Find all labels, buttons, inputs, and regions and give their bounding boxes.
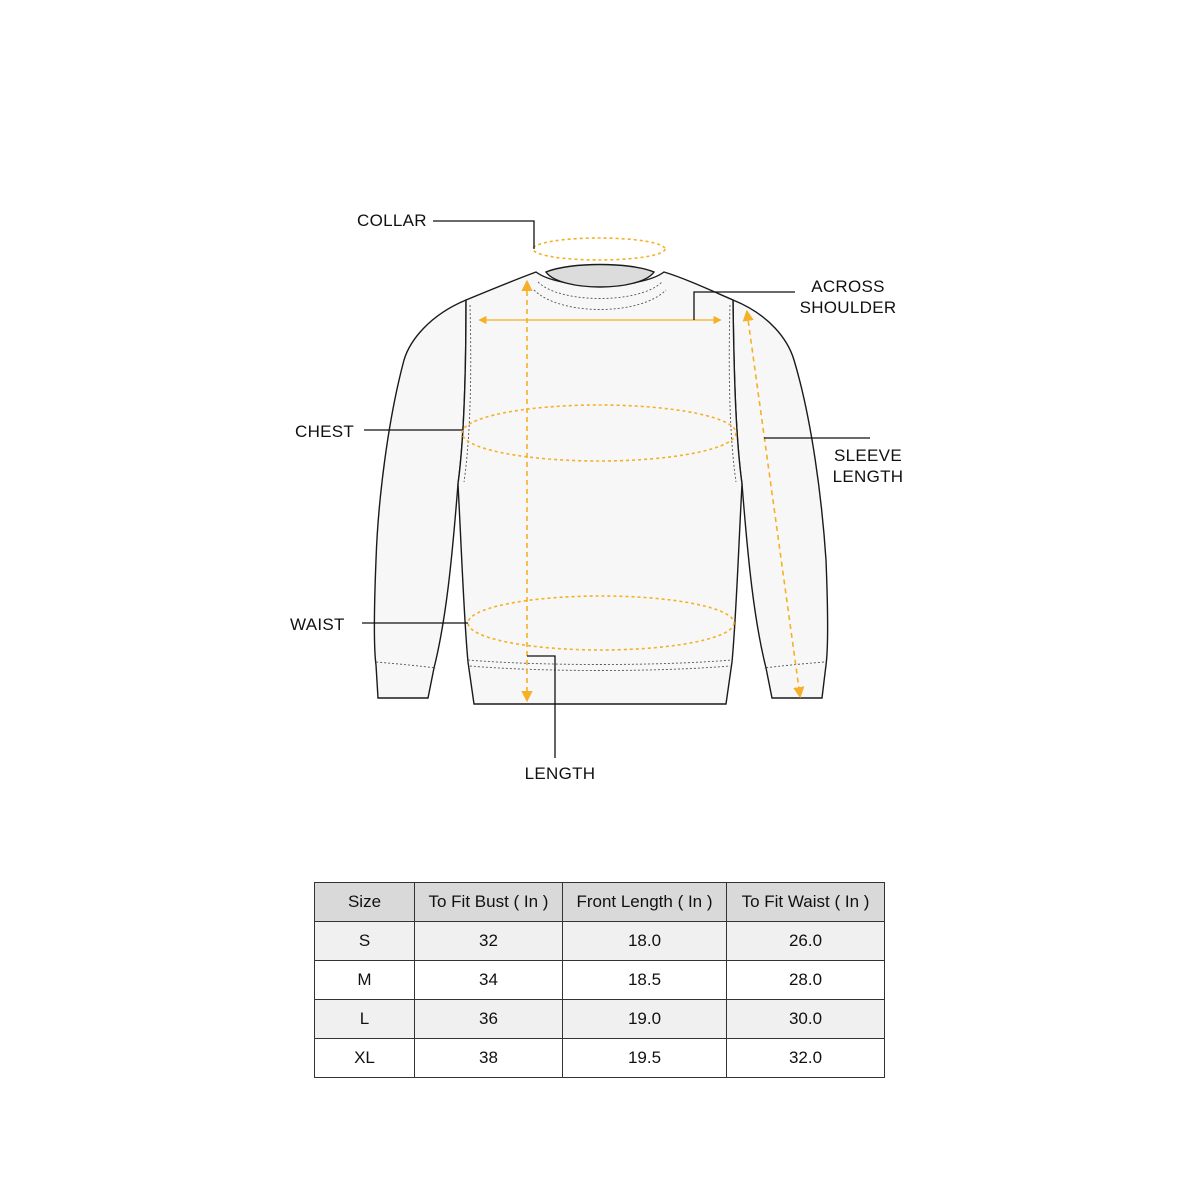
- across-shoulder-label-line2: SHOULDER: [799, 298, 897, 317]
- chest-label: CHEST: [295, 422, 355, 441]
- header-bust: To Fit Bust ( In ): [415, 883, 563, 922]
- cell-size: XL: [315, 1039, 415, 1078]
- cell-size: M: [315, 961, 415, 1000]
- table-row: [315, 922, 885, 961]
- size-chart-table: [314, 882, 885, 1078]
- sleeve-length-label-line1: SLEEVE: [834, 446, 902, 465]
- length-label: LENGTH: [524, 764, 596, 783]
- cell-front-length: 19.0: [563, 1000, 727, 1039]
- torso: [458, 272, 742, 704]
- table-row: [315, 1000, 885, 1039]
- table-row: [315, 961, 885, 1000]
- table-row: [315, 1039, 885, 1078]
- cell-bust: 38: [415, 1039, 563, 1078]
- cell-waist: 32.0: [727, 1039, 885, 1078]
- cell-front-length: 18.0: [563, 922, 727, 961]
- cell-bust: 36: [415, 1000, 563, 1039]
- cell-bust: 32: [415, 922, 563, 961]
- cell-size: S: [315, 922, 415, 961]
- cell-waist: 30.0: [727, 1000, 885, 1039]
- header-front-length: Front Length ( In ): [563, 883, 727, 922]
- collar-callout: [433, 221, 534, 249]
- size-chart-header-row: [315, 883, 885, 922]
- collar-label: COLLAR: [357, 211, 427, 230]
- cell-waist: 28.0: [727, 961, 885, 1000]
- cell-front-length: 18.5: [563, 961, 727, 1000]
- header-size: Size: [315, 883, 415, 922]
- cell-size: L: [315, 1000, 415, 1039]
- cell-front-length: 19.5: [563, 1039, 727, 1078]
- sleeve-length-label-line2: LENGTH: [832, 467, 904, 486]
- cell-bust: 34: [415, 961, 563, 1000]
- header-waist: To Fit Waist ( In ): [727, 883, 885, 922]
- sweatshirt-outline: [375, 265, 828, 705]
- cell-waist: 26.0: [727, 922, 885, 961]
- right-sleeve: [733, 300, 828, 698]
- collar-guide: [533, 238, 665, 260]
- across-shoulder-label-line1: ACROSS: [811, 277, 885, 296]
- left-sleeve: [375, 300, 467, 698]
- waist-label: WAIST: [290, 615, 345, 634]
